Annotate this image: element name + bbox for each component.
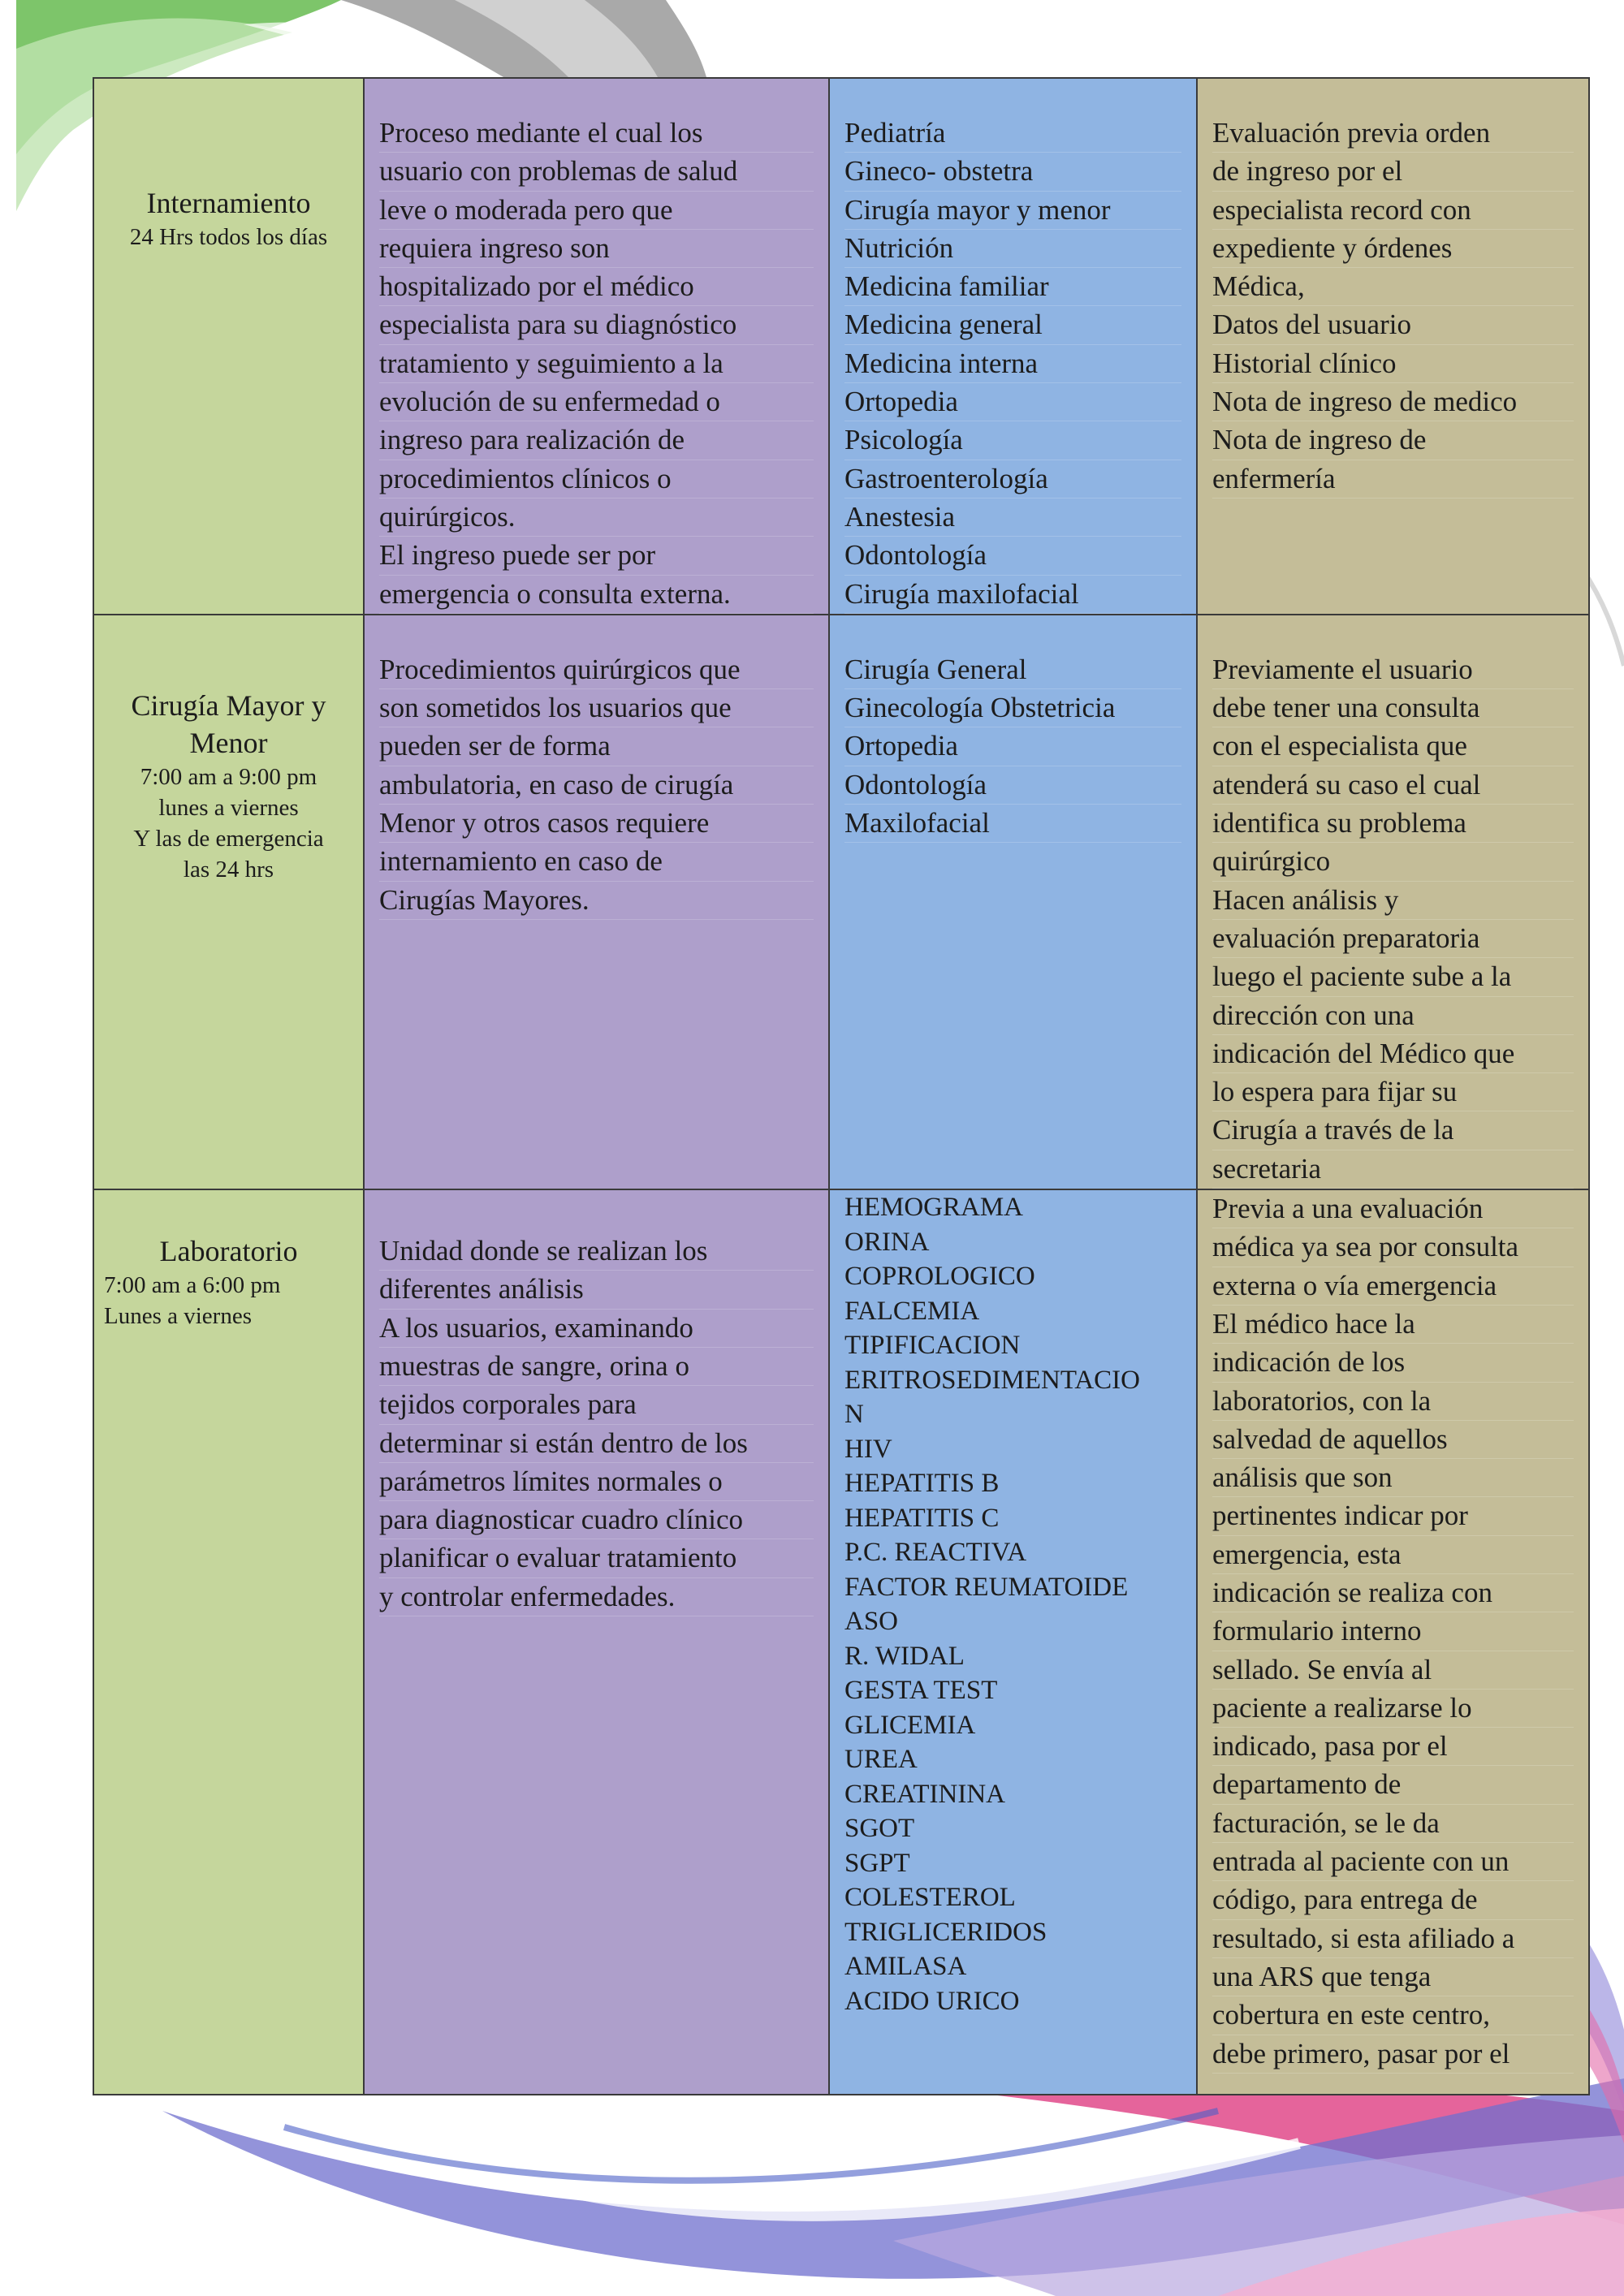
list-item: Pediatría [844, 114, 1181, 153]
text-line: indicación de los [1212, 1344, 1574, 1382]
text-line: Hacen análisis y [1212, 882, 1574, 920]
list-item: Medicina interna [844, 345, 1181, 383]
text-line: debe primero, pasar por el [1212, 2035, 1574, 2074]
text-line: Menor y otros casos requiere [379, 805, 814, 843]
list-item: GESTA TEST [844, 1676, 998, 1706]
list-item: AMILASA [844, 1952, 967, 1982]
description-text [365, 615, 828, 920]
service-hours [94, 762, 363, 885]
list-item: CREATININA [844, 1779, 1005, 1809]
text-line: Evaluación previa orden [1212, 114, 1574, 153]
hours-line: Lunes a viernes [104, 1303, 252, 1330]
text-line: planificar o evaluar tratamiento [379, 1539, 814, 1577]
list-item: FACTOR REUMATOIDE [844, 1572, 1129, 1602]
table-row [93, 1189, 1589, 2095]
list-item: Ortopedia [844, 383, 1181, 421]
table-row [93, 78, 1589, 615]
text-line: diferentes análisis [379, 1271, 814, 1309]
text-line: para diagnosticar cuadro clínico [379, 1501, 814, 1539]
departments-list [830, 79, 1196, 614]
list-item: HEPATITIS B [844, 1469, 1000, 1499]
text-line: evolución de su enfermedad o [379, 383, 814, 421]
text-line: tratamiento y seguimiento a la [379, 345, 814, 383]
text-line: identifica su problema [1212, 805, 1574, 843]
text-line: ambulatoria, en caso de cirugía [379, 766, 814, 805]
description-text [365, 79, 828, 614]
text-line: parámetros límites normales o [379, 1463, 814, 1501]
text-line: análisis que son [1212, 1459, 1574, 1497]
text-line: Procedimientos quirúrgicos que [379, 651, 814, 689]
text-line: cobertura en este centro, [1212, 1996, 1574, 2035]
text-line: formulario interno [1212, 1612, 1574, 1651]
service-hours: 24 Hrs todos los días [129, 224, 328, 250]
text-line: enfermería [1212, 460, 1574, 498]
text-line: de ingreso por el [1212, 153, 1574, 191]
service-cell [93, 78, 364, 615]
text-line: A los usuarios, examinando [379, 1310, 814, 1348]
list-item: UREA [844, 1745, 918, 1775]
text-line: emergencia, esta [1212, 1536, 1574, 1574]
text-line: emergencia o consulta externa. [379, 576, 814, 614]
list-item: COLESTEROL [844, 1883, 1016, 1913]
departments-list [830, 615, 1196, 843]
text-line: una ARS que tenga [1212, 1958, 1574, 1996]
requirements-cell [1197, 1189, 1589, 2095]
list-item: R. WIDAL [844, 1641, 965, 1671]
laboratory-tests-list [830, 1190, 1196, 2018]
text-line: entrada al paciente con un [1212, 1843, 1574, 1881]
text-line: Médica, [1212, 268, 1574, 306]
table-row [93, 615, 1589, 1189]
service-hours [94, 1270, 363, 1331]
hours-line: Y las de emergencia [133, 825, 324, 852]
text-line: luego el paciente sube a la [1212, 958, 1574, 996]
service-name-line: Cirugía Mayor y [131, 688, 326, 722]
description-cell [364, 1189, 829, 2095]
text-line: y controlar enfermedades. [379, 1578, 814, 1616]
list-item: GLICEMIA [844, 1710, 976, 1740]
text-line: usuario con problemas de salud [379, 153, 814, 191]
text-line: atenderá su caso el cual [1212, 766, 1574, 805]
list-item: Nutrición [844, 230, 1181, 268]
list-item: TIPIFICACION [844, 1331, 1021, 1361]
list-item: FALCEMIA [844, 1296, 980, 1326]
list-item: Psicología [844, 421, 1181, 460]
text-line: quirúrgicos. [379, 498, 814, 537]
service-cell [93, 1189, 364, 2095]
list-item: TRIGLICERIDOS [844, 1917, 1047, 1947]
text-line: son sometidos los usuarios que [379, 689, 814, 727]
list-item: Gastroenterología [844, 460, 1181, 498]
text-line: quirúrgico [1212, 843, 1574, 881]
list-item: Cirugía General [844, 651, 1181, 689]
services-table [93, 77, 1590, 2095]
text-line: paciente a realizarse lo [1212, 1690, 1574, 1728]
hours-line: 7:00 am a 6:00 pm [104, 1272, 281, 1299]
text-line: externa o vía emergencia [1212, 1267, 1574, 1306]
departments-cell [829, 78, 1197, 615]
text-line: El médico hace la [1212, 1306, 1574, 1344]
service-name: Internamiento [146, 187, 311, 219]
text-line: secretaria [1212, 1150, 1574, 1189]
bottom-wave-blue-streak [284, 2111, 1218, 2181]
text-line: con el especialista que [1212, 727, 1574, 766]
list-item: SGOT [844, 1814, 915, 1844]
text-line: Cirugías Mayores. [379, 882, 814, 920]
list-item: Medicina familiar [844, 268, 1181, 306]
text-line: Datos del usuario [1212, 306, 1574, 344]
list-item: ACIDO URICO [844, 1986, 1020, 2016]
text-line: evaluación preparatoria [1212, 920, 1574, 958]
list-item: ORINA [844, 1227, 930, 1257]
list-item: N [844, 1400, 864, 1430]
text-line: expediente y órdenes [1212, 230, 1574, 268]
text-line: especialista record con [1212, 192, 1574, 230]
list-item: ASO [844, 1607, 899, 1637]
list-item: COPROLOGICO [844, 1262, 1035, 1292]
text-line: debe tener una consulta [1212, 689, 1574, 727]
text-line: lo espera para fijar su [1212, 1073, 1574, 1111]
text-line: procedimientos clínicos o [379, 460, 814, 498]
text-line: especialista para su diagnóstico [379, 306, 814, 344]
text-line: Previamente el usuario [1212, 651, 1574, 689]
text-line: sellado. Se envía al [1212, 1651, 1574, 1690]
text-line: facturación, se le da [1212, 1805, 1574, 1843]
text-line: dirección con una [1212, 997, 1574, 1035]
list-item: Cirugía mayor y menor [844, 192, 1181, 230]
list-item: Gineco- obstetra [844, 153, 1181, 191]
requirements-text [1198, 79, 1588, 498]
text-line: Cirugía a través de la [1212, 1111, 1574, 1150]
text-line: internamiento en caso de [379, 843, 814, 881]
text-line: salvedad de aquellos [1212, 1421, 1574, 1459]
list-item: Medicina general [844, 306, 1181, 344]
list-item: Maxilofacial [844, 805, 1181, 843]
text-line: pueden ser de forma [379, 727, 814, 766]
list-item: Odontología [844, 537, 1181, 575]
text-line: determinar si están dentro de los [379, 1425, 814, 1463]
requirements-cell [1197, 615, 1589, 1189]
service-name: Laboratorio [159, 1235, 298, 1268]
text-line: resultado, si esta afiliado a [1212, 1920, 1574, 1958]
requirements-text [1198, 615, 1588, 1189]
text-line: Historial clínico [1212, 345, 1574, 383]
text-line: requiera ingreso son [379, 230, 814, 268]
description-cell [364, 615, 829, 1189]
list-item: ERITROSEDIMENTACIO [844, 1365, 1140, 1395]
text-line: indicado, pasa por el [1212, 1728, 1574, 1766]
service-name-line: Menor [189, 726, 268, 759]
text-line: código, para entrega de [1212, 1881, 1574, 1919]
list-item: P.C. REACTIVA [844, 1538, 1027, 1568]
text-line: médica ya sea por consulta [1212, 1228, 1574, 1267]
service-cell [93, 615, 364, 1189]
text-line: hospitalizado por el médico [379, 268, 814, 306]
text-line: laboratorios, con la [1212, 1383, 1574, 1421]
text-line: tejidos corporales para [379, 1386, 814, 1424]
text-line: Unidad donde se realizan los [379, 1232, 814, 1271]
list-item: SGPT [844, 1848, 910, 1878]
list-item: Ginecología Obstetricia [844, 689, 1181, 727]
departments-cell [829, 615, 1197, 1189]
requirements-cell [1197, 78, 1589, 615]
list-item: Ortopedia [844, 727, 1181, 766]
departments-cell [829, 1189, 1197, 2095]
text-line: departamento de [1212, 1766, 1574, 1804]
text-line: ingreso para realización de [379, 421, 814, 460]
service-name [94, 687, 363, 762]
list-item: Anestesia [844, 498, 1181, 537]
text-line: leve o moderada pero que [379, 192, 814, 230]
list-item: HEPATITIS C [844, 1503, 1000, 1533]
list-item: HIV [844, 1434, 892, 1464]
text-line: Proceso mediante el cual los [379, 114, 814, 153]
hours-line: lunes a viernes [158, 794, 299, 821]
text-line: Nota de ingreso de medico [1212, 383, 1574, 421]
description-cell [364, 78, 829, 615]
text-line: pertinentes indicar por [1212, 1497, 1574, 1535]
text-line: indicación del Médico que [1212, 1035, 1574, 1073]
hours-line: las 24 hrs [183, 856, 274, 883]
description-text [365, 1190, 828, 1616]
text-line: Nota de ingreso de [1212, 421, 1574, 460]
text-line: El ingreso puede ser por [379, 537, 814, 575]
hours-line: 7:00 am a 9:00 pm [140, 763, 317, 790]
text-line: Previa a una evaluación [1212, 1190, 1574, 1228]
text-line: muestras de sangre, orina o [379, 1348, 814, 1386]
text-line: indicación se realiza con [1212, 1574, 1574, 1612]
list-item: Cirugía maxilofacial [844, 576, 1181, 614]
requirements-text [1198, 1190, 1588, 2074]
list-item: Odontología [844, 766, 1181, 805]
list-item: HEMOGRAMA [844, 1193, 1024, 1223]
